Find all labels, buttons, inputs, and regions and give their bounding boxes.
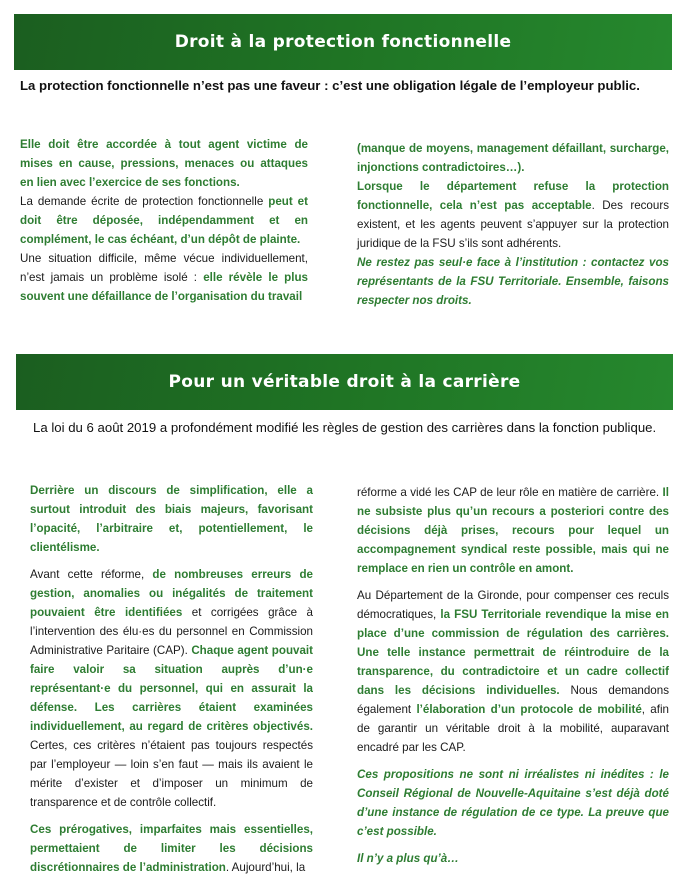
section2-right-p2: Au Département de la Gironde, pour compenser ces reculs démocratiques, la FSU Territoriale revendique la mise en place d’une commission de régulation des carrières. Une telle instance permettrait de réintroduire de la transparence, du contradictoire et un cadre collectif dans les décisions individuelles. Nous demandons également l’élaboration d’un protocole de mobilité, afin de garantir un véritable droit à la mobilité, auparavant encadré par les CAP. xyxy=(357,589,669,754)
section2-right-p3: Ces propositions ne sont ni irréalistes ni inédites : le Conseil Régional de Nouvelle-Aquitaine s’est déjà doté d’une instance de régulation de ce type. La preuve que c’est possible. xyxy=(357,768,669,838)
section2-right-column xyxy=(357,483,669,868)
section2-banner xyxy=(16,354,673,410)
section1-left-column xyxy=(20,135,308,306)
section2-left-p1: Derrière un discours de simplification, elle a surtout introduit des biais majeurs, favorisant l’opacité, l’arbitraire et, potentiellement, le clientélisme. xyxy=(30,484,313,554)
section2-right-p4: Il n’y a plus qu’à… xyxy=(357,852,459,865)
section2-lede: La loi du 6 août 2019 a profondément modifié les règles de gestion des carrières dans la fonction publique. xyxy=(33,420,657,435)
section2-left-column xyxy=(30,481,313,877)
section1-right-p3: Ne restez pas seul·e face à l’institution : contactez vos représentants de la FSU Territoriale. Ensemble, faisons respecter nos droits. xyxy=(357,256,669,307)
section1-right-p1: (manque de moyens, management défaillant, surcharge, injonctions contradictoires…). xyxy=(357,142,669,174)
section1-left-p3: Une situation difficile, même vécue individuellement, n’est jamais un problème isolé : elle révèle le plus souvent une défaillance de l’organisation du travail xyxy=(20,252,308,303)
section2-title: Pour un véritable droit à la carrière xyxy=(168,372,521,392)
section2-left-p2: Avant cette réforme, de nombreuses erreurs de gestion, anomalies ou inégalités de traitement pouvaient être identifiées et corrigées grâce à l’intervention des élu·es du personnel en Commission Administrative Paritaire (CAP). Chaque agent pouvait faire valoir sa situation auprès d’un·e représentant·e du personnel, qui en assurait la défense. Les carrières étaient examinées individuellement, au regard de critères objectivés. Certes, ces critères n’étaient pas toujours respectés par l’employeur — loin s’en faut — mais ils avaient le mérite d’exister et d’imposer un minimum de transparence et de contrôle collectif. xyxy=(30,568,314,809)
section1-right-column xyxy=(357,139,669,310)
section2-right-p1: réforme a vidé les CAP de leur rôle en matière de carrière. Il ne subsiste plus qu’un recours a posteriori contre des décisions déjà prises, recours pour lequel un accompagnement syndical reste possible, mais qui ne remplace en rien un contrôle en amont. xyxy=(357,486,669,575)
section2-left-p3: Ces prérogatives, imparfaites mais essentielles, permettaient de limiter les décisions discrétionnaires de l’administration. Aujourd’hui, la xyxy=(30,823,313,874)
section1-left-p2: La demande écrite de protection fonctionnelle peut et doit être déposée, indépendamment et en complément, le cas échéant, d’un dépôt de plainte. xyxy=(20,195,308,246)
section1-left-p1: Elle doit être accordée à tout agent victime de mises en cause, pressions, menaces ou attaques en lien avec l’exercice de ses fonctions. xyxy=(20,138,308,189)
section1-right-p2: Lorsque le département refuse la protection fonctionnelle, cela n’est pas acceptable. Des recours existent, et les agents peuvent s’appuyer sur la protection juridique de la FSU s’ils sont adhérents. xyxy=(357,180,669,250)
section1-lede: La protection fonctionnelle n’est pas une faveur : c’est une obligation légale de l’employeur public. xyxy=(20,78,640,93)
section1-banner xyxy=(14,14,672,70)
section1-title: Droit à la protection fonctionnelle xyxy=(174,32,512,52)
